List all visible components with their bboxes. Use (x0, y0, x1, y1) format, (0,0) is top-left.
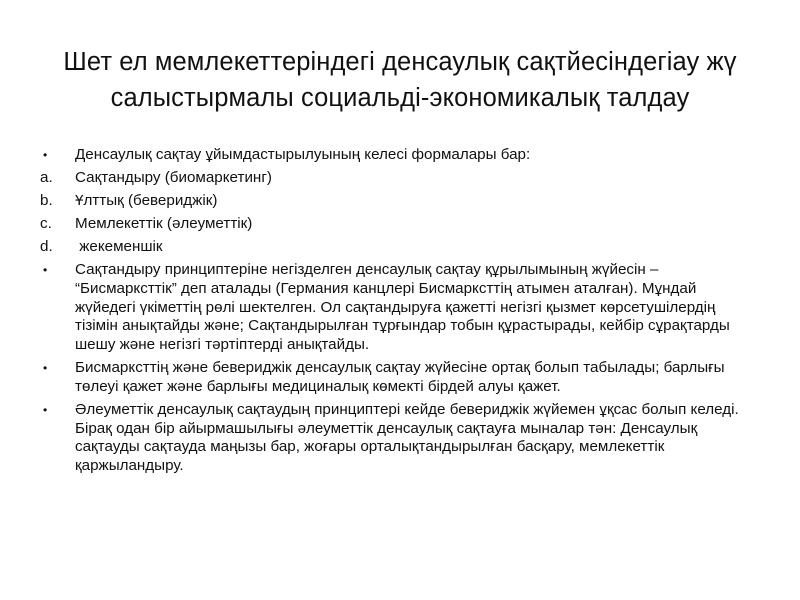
list-item-text: Денсаулық сақтау ұйымдастырылуының келесі формалары бар: (75, 146, 531, 163)
list-item-common-features (0, 359, 800, 397)
bullet-icon: • (43, 361, 48, 376)
list-item-social-principles (0, 401, 800, 476)
list-item-text: жекеменшік (75, 237, 163, 255)
list-item-insurance-principles (0, 261, 800, 355)
slide-body (0, 146, 800, 480)
slide-title (40, 44, 760, 116)
list-item-b (0, 192, 800, 211)
list-marker-c: c. (40, 214, 52, 232)
list-item-intro (0, 146, 800, 165)
list-item-text: Бисмарксттің және бевериджік денсаулық сақтау жүйесіне ортақ болып табылады; барлығы төлеуі қажет және барлығы медициналық көмекті бірдей алуы қажет. (75, 359, 725, 395)
bullet-icon: • (43, 148, 48, 162)
bullet-icon: • (43, 262, 48, 277)
bullet-icon: • (43, 402, 48, 417)
slide-title-line-2: салыстырмалы социальді-экономикалық талдау (110, 84, 690, 112)
list-marker-b: b. (40, 191, 53, 209)
list-item-d (0, 238, 800, 257)
list-item-text: Ұлттық (бевериджік) (75, 191, 218, 209)
list-marker-a: a. (40, 168, 53, 186)
list-item-text: Мемлекеттік (әлеуметтік) (75, 214, 253, 232)
list-item-text: Сақтандыру (биомаркетинг) (75, 168, 272, 186)
list-item-a (0, 169, 800, 188)
list-marker-d: d. (40, 237, 53, 255)
list-item-text: Әлеуметтік денсаулық сақтаудың принциптері кейде бевериджік жүйемен ұқсас болып келеді. Бірақ одан бір айырмашылығы әлеуметтік денсаулық сақтауға мыналар тән: Денсаулық сақтауды сақтауда маңызы бар, жоғары орталықтандырылған басқару, мемлекеттік қаржыландыру. (75, 400, 739, 475)
slide-title-line-1: Шет ел мемлекеттеріндегі денсаулық сақтйесіндегіау жү (63, 48, 737, 76)
list-item-text: Сақтандыру принциптеріне негізделген денсаулық сақтау құрылымының жүйесін – “Бисмарксттік” деп аталады (Германия канцлері Бисмарксттің атымен аталған). Мұндай жүйедегі үкіметтің рөлі шектелген. Ол сақтандыруға қажетті негізгі қызмет көрсетушілердің тізімін анықтайды және; Сақтандырылған тұрғындар тобын құрастырады, кейбір сұрақтарды шешу және негізгі тәртіптерді анықтайды. (75, 260, 730, 354)
list-item-c (0, 215, 800, 234)
